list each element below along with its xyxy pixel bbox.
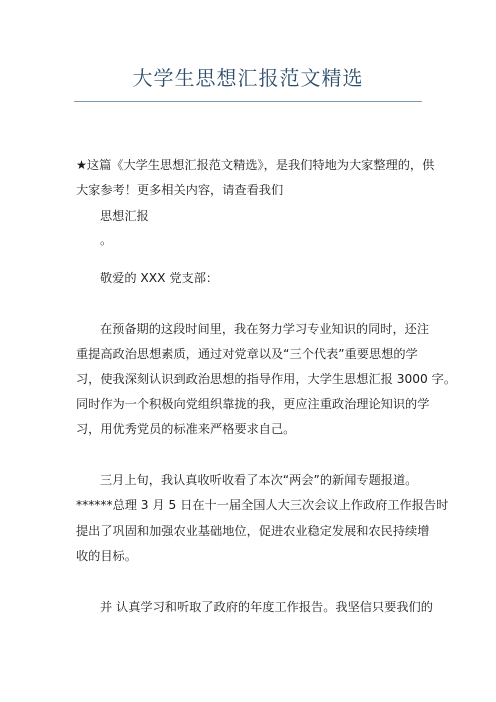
- paragraph-line: 重提高政治思想素质，通过对党章以及“三个代表”重要思想的学: [76, 347, 418, 361]
- paragraph-line: ******总理 3 月 5 日在十一届全国人大三次会议上作政府工作报告时: [76, 498, 449, 512]
- paragraph-line: 并 认真学习和听取了政府的年度工作报告。我坚信只要我们的: [100, 600, 433, 614]
- document-title: 大学生思想汇报范文精选: [132, 66, 364, 90]
- heading-mark: 。: [100, 233, 113, 247]
- title-divider: [74, 101, 422, 102]
- intro-line: 大家参考！更多相关内容，请查看我们: [76, 183, 284, 197]
- salutation: 敬爱的 XXX 党支部：: [100, 271, 219, 285]
- paragraph-line: 三月上旬，我认真收听收看了本次“两会”的新闻专题报道。: [100, 473, 418, 487]
- paragraph-line: 同时作为一个积极向党组织靠拢的我，更应注重政治理论知识的学: [76, 397, 430, 411]
- paragraph-line: 习，使我深刻认识到政治思想的指导作用，大学生思想汇报 3000 字。: [76, 372, 457, 386]
- paragraph-line: 收的目标。: [76, 549, 137, 563]
- section-heading: 思想汇报: [100, 209, 149, 223]
- intro-line: ★这篇《大学生思想汇报范文精选》，是我们特地为大家整理的，供: [76, 158, 435, 172]
- paragraph-line: 在预备期的这段时间里，我在努力学习专业知识的同时，还注: [100, 322, 430, 336]
- paragraph-line: 提出了巩固和加强农业基础地位，促进农业稳定发展和农民持续增: [76, 524, 430, 538]
- paragraph-line: 习，用优秀党员的标准来严格要求自己。: [76, 422, 296, 436]
